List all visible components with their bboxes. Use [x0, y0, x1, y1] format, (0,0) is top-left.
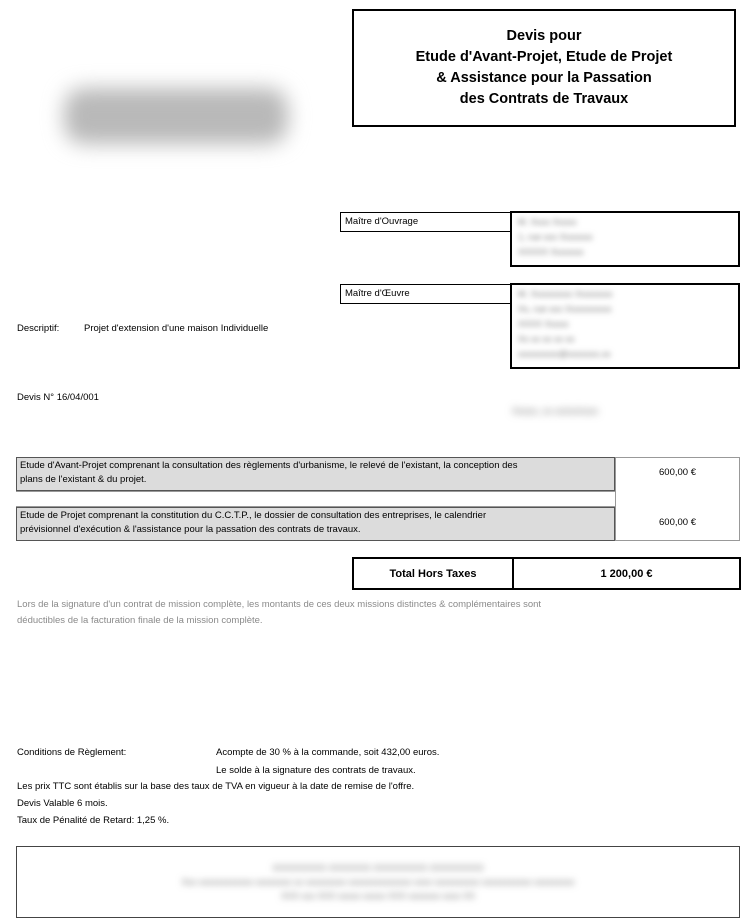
validity-note: Devis Valable 6 mois. — [17, 798, 108, 809]
row-divider — [16, 491, 615, 492]
item-1-line-2: plans de l'existant & du projet. — [20, 474, 147, 485]
price-bottom-border — [615, 540, 740, 541]
item-2-price: 600,00 € — [659, 517, 696, 528]
item-2-description — [16, 507, 615, 541]
company-logo — [64, 88, 288, 144]
item-1-description — [16, 457, 615, 491]
oeuvre-phone: Xx xx xx xx xx — [518, 334, 575, 344]
oeuvre-city: XXXX Xxxxx — [518, 319, 569, 329]
oeuvre-name: M. Xxxxxxxxx Xxxxxxxx — [518, 289, 613, 299]
item-1-price: 600,00 € — [659, 467, 696, 478]
price-top-border — [615, 457, 740, 458]
ouvrage-city: XXXXX Xxxxxxx — [518, 247, 584, 257]
footer-line-1: XXXXXXXXX XXXXXXX XXXXXXXXX XXXXXXXXX — [272, 863, 484, 873]
note-line-2: déductibles de la facturation finale de la mission complète. — [17, 615, 263, 626]
document-title-box — [352, 9, 736, 127]
total-value: 1 200,00 € — [512, 557, 741, 590]
note-line-1: Lors de la signature d'un contrat de mission complète, les montants de ces deux missions distinctes & complémentaires sont — [17, 599, 542, 610]
footer-line-2: Xxx xxxxxxxxxxxx xxxxxxxx xx xxxxxxxxx xxxxxxxxxxxxxx xxxx xxxxxxxxxx xxxxxxxxxxx xxxxxxxxx — [181, 877, 575, 887]
maitre-oeuvre-label: Maître d'Œuvre — [340, 284, 512, 304]
maitre-ouvrage-label: Maître d'Ouvrage — [340, 212, 512, 232]
descriptif-label: Descriptif: — [17, 323, 60, 334]
item-2-line-2: prévisionnel d'exécution & l'assistance pour la passation des contrats de travaux. — [20, 524, 361, 535]
title-line-1: Devis pour — [506, 28, 582, 44]
title-line-3: & Assistance pour la Passation — [436, 70, 652, 86]
item-2-line-1: Etude de Projet comprenant la constitution du C.C.T.P., le dossier de consultation des entreprises, le calendrier — [20, 510, 487, 521]
ouvrage-street: 1, rue xxx Xxxxxxx — [518, 232, 593, 242]
ouvrage-name: M. Xxxx Xxxxx — [518, 217, 577, 227]
title-line-4: des Contrats de Travaux — [459, 91, 629, 107]
conditions-line-1: Acompte de 30 % à la commande, soit 432,00 euros. — [216, 747, 440, 758]
oeuvre-email: xxxxxxxxx@xxxxxxx.xx — [518, 349, 611, 359]
place-date: Xxxxx, xx xx/xx/xxxx — [512, 406, 599, 417]
descriptif-value: Projet d'extension d'une maison Individuelle — [84, 323, 269, 334]
item-1-line-1: Etude d'Avant-Projet comprenant la consultation des règlements d'urbanisme, le relevé de l'existant, la conception des — [20, 460, 518, 471]
total-label: Total Hors Taxes — [352, 557, 514, 590]
column-divider — [739, 457, 740, 541]
oeuvre-street: Xx, rue xxx Xxxxxxxxxx — [518, 304, 612, 314]
ttc-note: Les prix TTC sont établis sur la base des taux de TVA en vigueur à la date de remise de l'offre. — [17, 781, 415, 792]
items-table — [16, 457, 740, 541]
conditions-line-2: Le solde à la signature des contrats de travaux. — [216, 765, 416, 776]
devis-number: Devis N° 16/04/001 — [17, 392, 99, 403]
mission-note — [17, 597, 737, 629]
maitre-oeuvre-box — [510, 283, 740, 369]
penalty-note: Taux de Pénalité de Retard: 1,25 %. — [17, 815, 170, 826]
conditions-label: Conditions de Règlement: — [17, 747, 127, 758]
maitre-ouvrage-box — [510, 211, 740, 267]
footer-box — [16, 846, 740, 918]
footer-line-3: XXX xxx XXX xxxxx xxxxx XXX xxxxxxx xxxx XX — [280, 891, 476, 901]
title-line-2: Etude d'Avant-Projet, Etude de Projet — [415, 49, 673, 65]
